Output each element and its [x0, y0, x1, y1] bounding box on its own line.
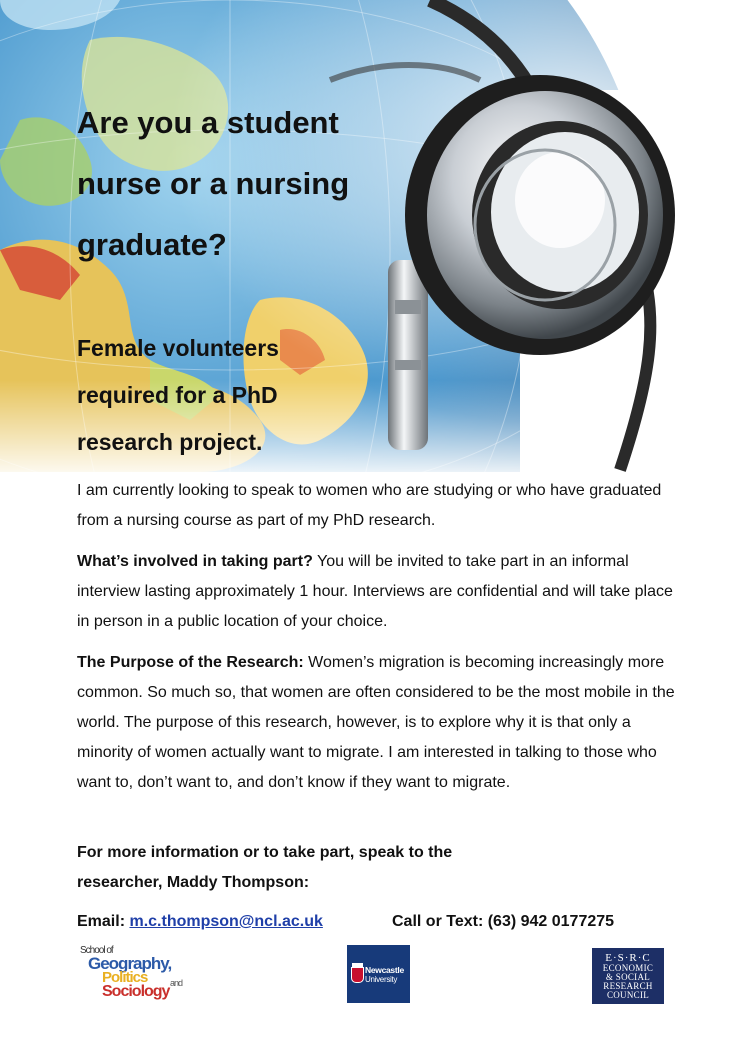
logo-geo-politics: Politics [102, 969, 148, 986]
phone-group [392, 908, 614, 936]
esrc-line-2: & SOCIAL [605, 972, 651, 982]
headline [77, 92, 437, 275]
logo-geo-sociology: Sociology [102, 983, 170, 1000]
email-link[interactable]: m.c.thompson@ncl.ac.uk [129, 913, 323, 930]
contact-line [77, 908, 677, 936]
body-content [77, 476, 677, 809]
logo-geo-geography: Geography, [88, 954, 172, 973]
contact-cta [77, 838, 517, 898]
purpose-paragraph [77, 648, 677, 798]
purpose-text: Women’s migration is becoming increasingly more common. So much so, that women are often considered to be the most mobile in the world. The purpose of this research, however, is to explore why it is that only a minority of women actually want to migrate. I am interested in talking to those who want to, don’t want to, and don’t know if they want to migrate. [77, 654, 675, 791]
email-label: Email: [77, 913, 130, 930]
involved-text: You will be invited to take part in an informal interview lasting approximately 1 hour. Interviews are confidential and will take place in person in a public location of your choice. [77, 553, 673, 630]
ncl-crest-icon [351, 967, 364, 983]
subheadline [77, 325, 367, 466]
newcastle-university-logo [347, 945, 410, 1003]
ncl-name-line-1: Newcastle [365, 965, 404, 975]
phone-label: Call or Text: [392, 913, 488, 930]
logo-geo-and: and [170, 978, 183, 988]
headline-line-2: nurse or a nursing [77, 166, 350, 201]
esrc-line-1: ECONOMIC [602, 963, 654, 973]
subheadline-line-1: Female volunteers [77, 335, 279, 361]
esrc-acronym: E·S·R·C [605, 952, 651, 964]
involved-paragraph [77, 547, 677, 637]
intro-text: I am currently looking to speak to women who are studying or who have graduated from a nursing course as part of my PhD research. [77, 482, 662, 529]
esrc-line-3: RESEARCH [603, 981, 653, 991]
purpose-heading: The Purpose of the Research: [77, 654, 304, 671]
involved-heading: What’s involved in taking part? [77, 553, 313, 570]
headline-line-3: graduate? [77, 227, 227, 262]
contact-cta-line-2: researcher, Maddy Thompson: [77, 874, 310, 891]
subheadline-line-2: required for a PhD [77, 382, 278, 408]
ncl-name-line-2: University [365, 975, 398, 984]
headline-line-1: Are you a student [77, 105, 339, 140]
geography-politics-sociology-logo [80, 945, 200, 1005]
subheadline-line-3: research project. [77, 429, 263, 455]
esrc-logo [592, 948, 664, 1004]
esrc-line-4: COUNCIL [606, 990, 650, 1000]
logo-geo-school-of: School of [80, 945, 113, 956]
intro-paragraph [77, 476, 677, 536]
contact-cta-line-1: For more information or to take part, speak to the [77, 844, 453, 861]
phone-number: (63) 942 0177275 [487, 913, 615, 930]
